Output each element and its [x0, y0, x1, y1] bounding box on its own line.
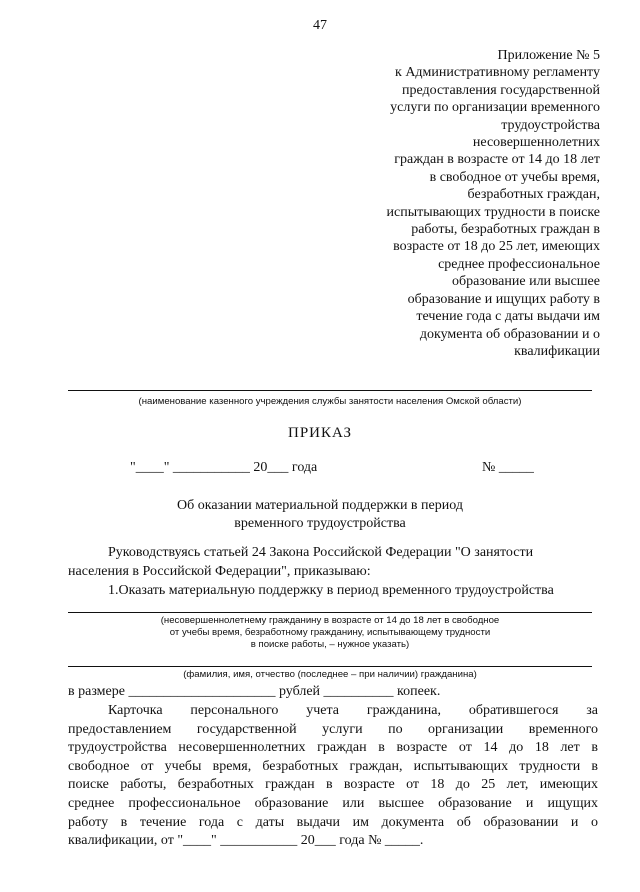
- subject-line: Об оказании материальной поддержки в период: [177, 498, 463, 513]
- date-line: "____" ___________ 20___ года: [130, 460, 318, 475]
- paragraph-line: Карточка персонального учета гражданина, обратившегося за: [108, 703, 598, 718]
- appendix-line: среднее профессиональное: [438, 256, 600, 272]
- paragraph-line: квалификации, от "____" ___________ 20___ года № _____.: [68, 833, 424, 849]
- appendix-line: образование или высшее: [451, 274, 600, 290]
- appendix-line: работы, безработных граждан в: [411, 222, 600, 238]
- appendix-line: предоставления государственной: [401, 82, 600, 98]
- amount-line: в размере _____________________ рублей __________ копеек.: [68, 684, 441, 699]
- appendix-line: течение года с даты выдачи им: [416, 309, 600, 325]
- card-paragraph: [68, 702, 598, 851]
- recipient-caption: (несовершеннолетнему гражданину в возрасте от 14 до 18 лет в свободное от учебы время, безработному гражданину, испытывающему трудности в поиске работы, – нужное указать): [160, 615, 500, 650]
- basis-line-1: Руководствуясь статьей 24 Закона Российской Федерации "О занятости: [108, 545, 534, 560]
- paragraph-line: трудоустройства несовершеннолетних граждан в возрасте от 14 до 18 лет в: [68, 740, 598, 756]
- name-fill-line: [68, 666, 592, 667]
- basis-line-2: населения в Российской Федерации", приказываю:: [68, 564, 371, 579]
- appendix-line: возрасте от 18 до 25 лет, имеющих: [393, 239, 600, 255]
- order-subject: [0, 497, 640, 533]
- appendix-line: Приложение № 5: [497, 48, 600, 63]
- appendix-line: образование и ищущих работу в: [407, 291, 600, 307]
- recipient-fill-line: [68, 612, 592, 613]
- institution-fill-line: [68, 390, 592, 391]
- appendix-line: безработных граждан,: [467, 187, 600, 203]
- appendix-line: граждан в возрасте от 14 до 18 лет: [394, 152, 600, 168]
- appendix-line: в свободное от учебы время,: [429, 169, 600, 185]
- subject-line: временного трудоустройства: [234, 516, 406, 531]
- appendix-line: испытывающих трудности в поиске: [386, 204, 600, 220]
- appendix-line: услуги по организации временного: [390, 100, 600, 116]
- order-number-line: № _____: [482, 460, 534, 475]
- appendix-line: документа об образовании и о: [419, 326, 600, 342]
- appendix-line: несовершеннолетних: [472, 135, 600, 151]
- paragraph-line: поиске работы, безработных граждан в возрасте от 18 до 25 лет, имеющих: [68, 777, 598, 793]
- name-caption: (фамилия, имя, отчество (последнее – при наличии) гражданина): [183, 669, 477, 680]
- basis-line-3: 1.Оказать материальную поддержку в период временного трудоустройства: [108, 583, 554, 598]
- appendix-line: к Административному регламенту: [395, 65, 600, 81]
- institution-caption: (наименование казенного учреждения службы занятости населения Омской области): [138, 396, 522, 407]
- document-title: ПРИКАЗ: [288, 425, 352, 441]
- appendix-line: трудоустройства: [501, 117, 600, 133]
- paragraph-line: среднее профессиональное образование или высшее образование и ищущих: [68, 795, 598, 811]
- paragraph-line: свободное от учебы время, безработных граждан, испытывающих трудности в: [68, 758, 598, 774]
- paragraph-line: работу в течение года с даты выдачи им документа об образовании и о: [68, 814, 598, 830]
- appendix-header: [280, 47, 600, 360]
- page-number: 47: [313, 18, 327, 33]
- appendix-line: квалификации: [514, 343, 600, 359]
- paragraph-line: предоставлением государственной услуги по организации временного: [68, 721, 598, 737]
